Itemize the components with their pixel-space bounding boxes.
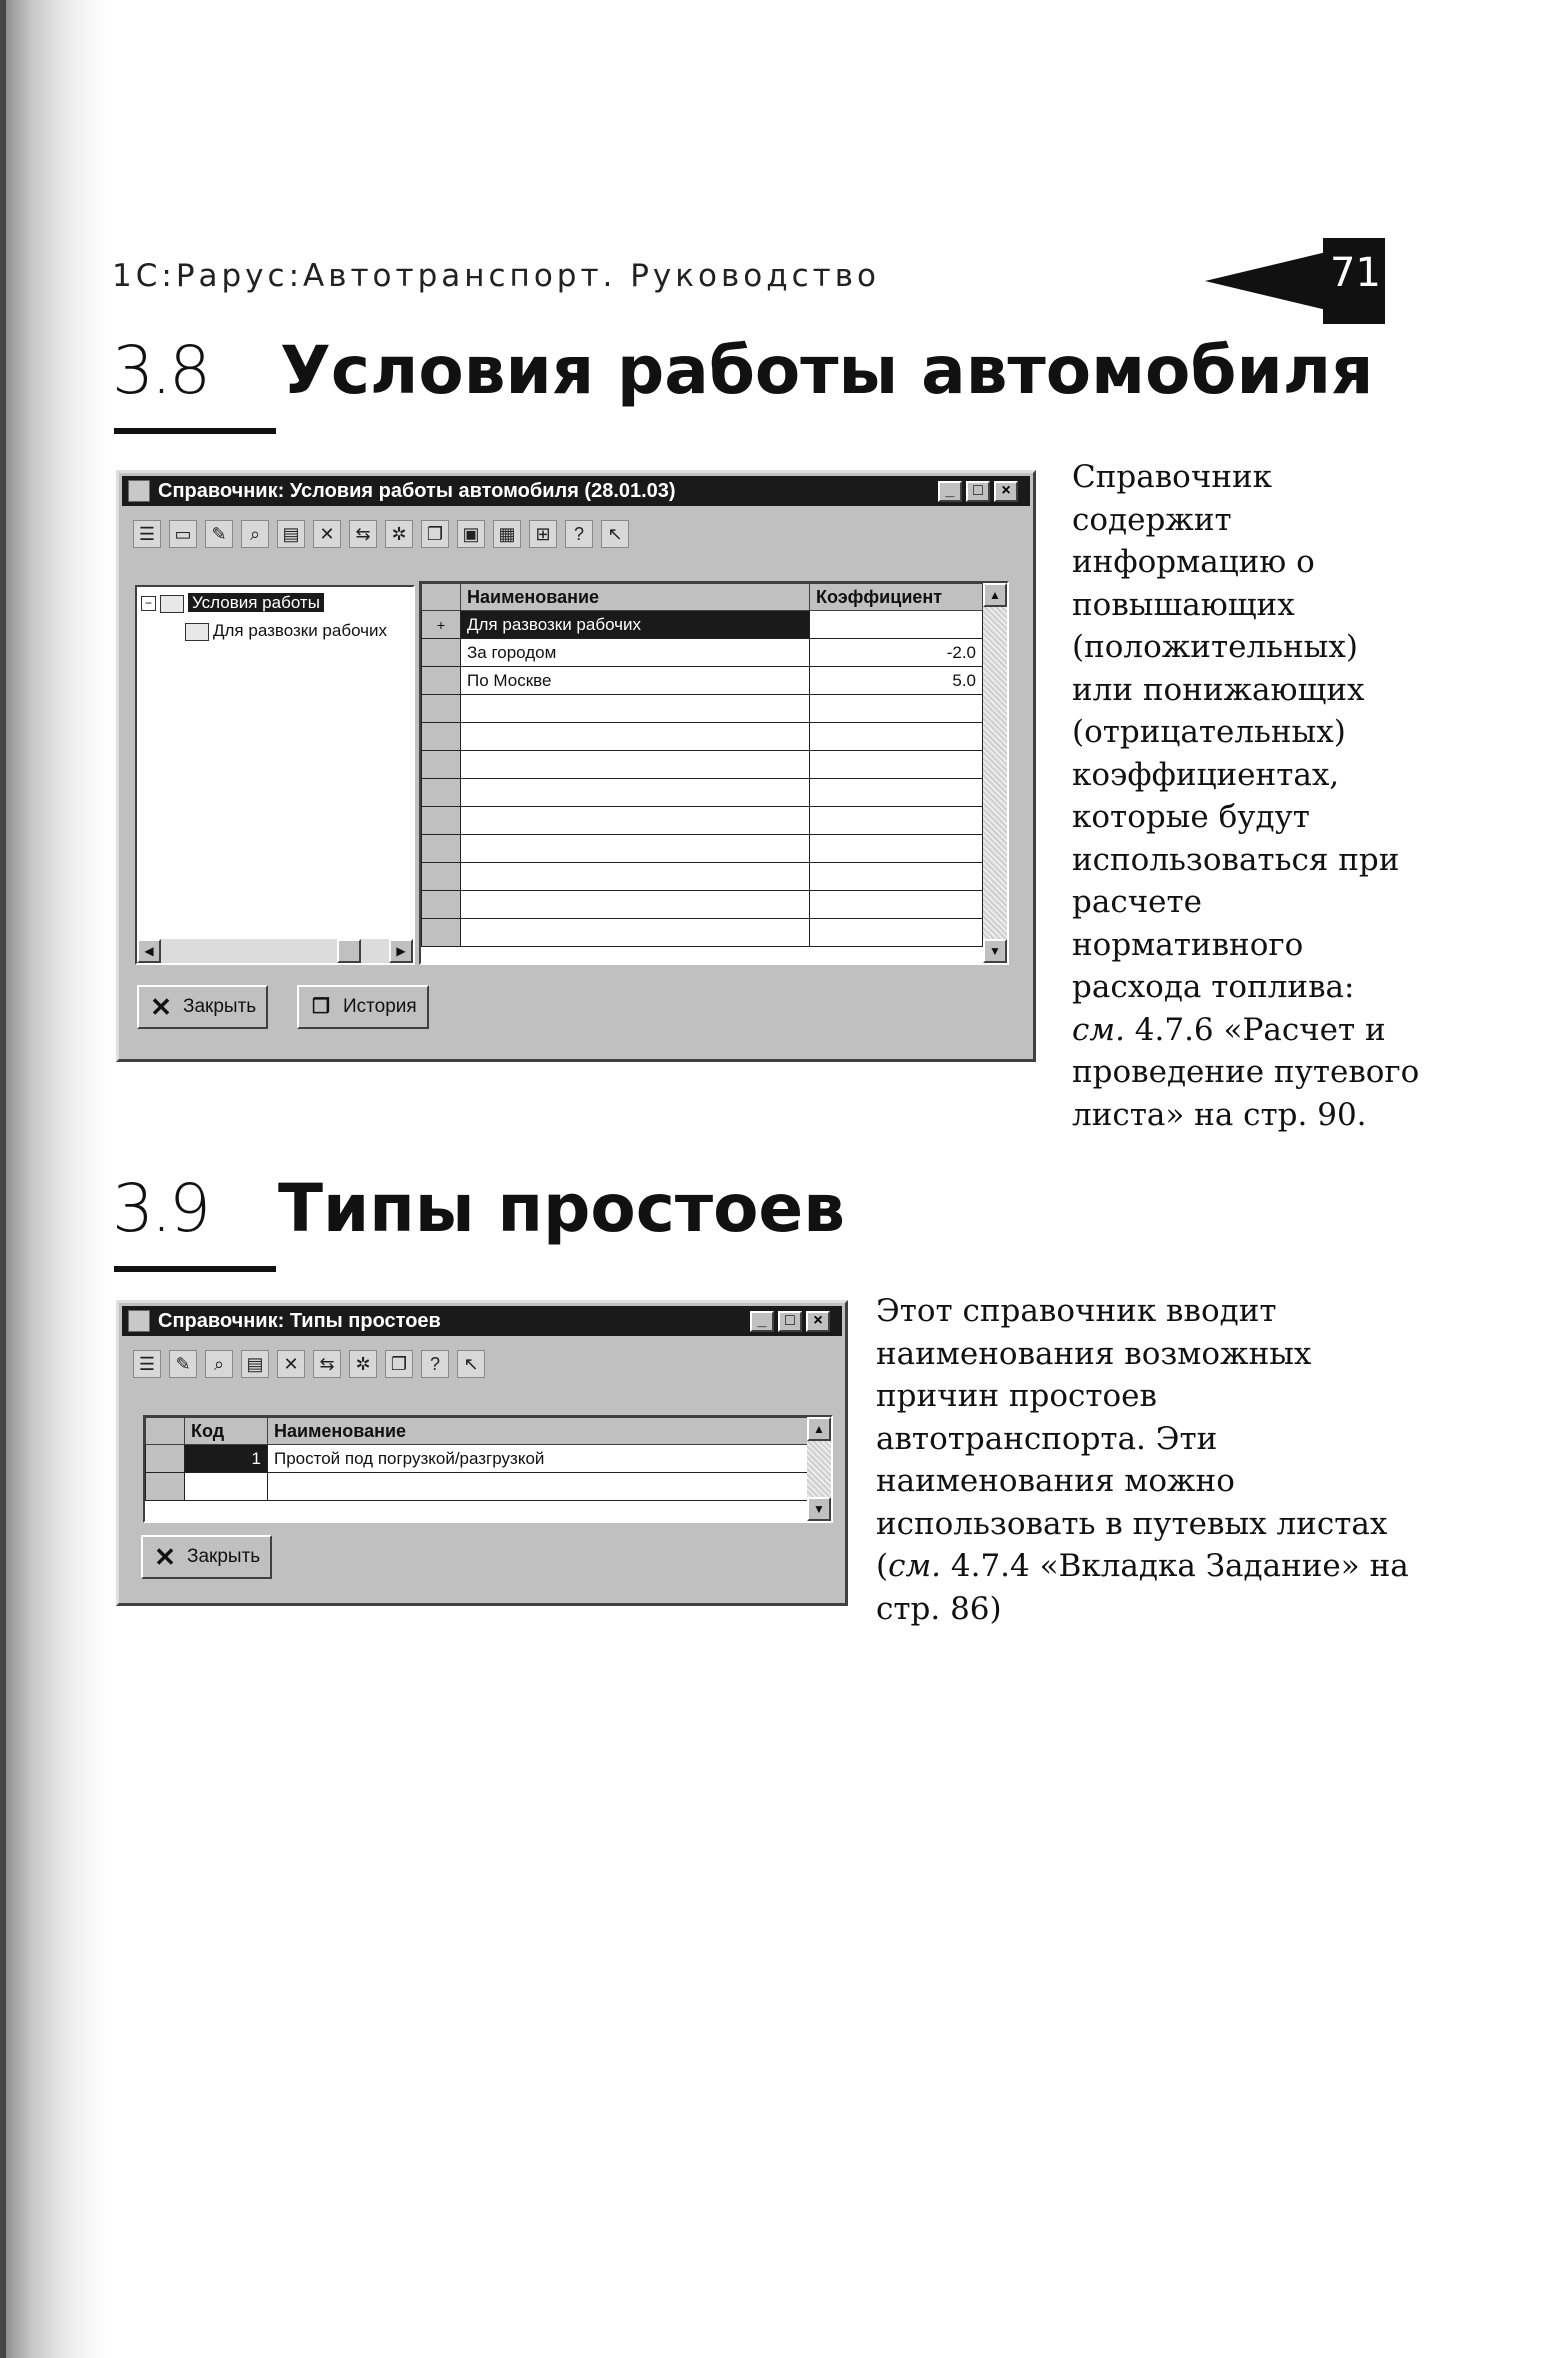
text-line: информацию о [1072,544,1315,580]
text-line: коэффициентах, [1072,756,1340,793]
close-window-button[interactable]: × [994,481,1018,502]
new-item-icon[interactable]: ✎ [205,520,233,548]
tree-item-child[interactable]: Для развозки рабочих [185,621,387,641]
window-title: Справочник: Типы простоев [158,1310,441,1332]
text-line: которые будут [1072,799,1310,835]
close-button[interactable]: ✕ Закрыть [137,985,268,1029]
page-number: 71 [1330,250,1381,296]
text-line: Этот справочник вводит [876,1293,1277,1329]
export-icon[interactable]: ▦ [493,520,521,548]
text-line: автотранспорта. Эти [876,1420,1218,1457]
find-icon[interactable]: ⌕ [205,1350,233,1378]
delete-icon[interactable]: ✕ [313,520,341,548]
collapse-icon[interactable]: − [141,596,156,611]
toolbar [133,517,629,551]
close-button[interactable]: ✕ Закрыть [141,1535,272,1579]
print-icon[interactable]: ▣ [457,520,485,548]
empty-row [422,779,983,807]
empty-row [422,891,983,919]
text-line: наименования возможных [876,1335,1312,1372]
table-row[interactable] [146,1445,809,1473]
history-button[interactable]: ❐ История [297,985,429,1029]
help-icon[interactable]: ? [421,1350,449,1378]
text-line: использовать в путевых листах [876,1505,1388,1542]
row-icon [422,639,461,667]
cell-coefficient[interactable]: 5.0 [810,667,983,695]
move-icon[interactable]: ⇆ [313,1350,341,1378]
text-line: нормативного [1072,926,1304,963]
empty-row [422,835,983,863]
cell-coefficient[interactable]: -2.0 [810,639,983,667]
section-39-description [876,1290,1409,1630]
text-line: Справочник [1072,459,1273,495]
copy-icon[interactable]: ❐ [421,520,449,548]
scroll-up-button[interactable]: ▲ [983,583,1007,607]
window-title: Справочник: Условия работы автомобиля (28.01.03) [158,480,676,502]
maximize-button[interactable]: □ [966,481,990,502]
text-line: (положительных) [1072,629,1358,665]
items-table-panel [419,581,1009,965]
help-icon[interactable]: ? [565,520,593,548]
table-row[interactable] [422,639,983,667]
scroll-down-button[interactable]: ▼ [983,939,1007,963]
table-row[interactable] [422,611,983,639]
downtime-table [145,1417,809,1501]
app-icon [128,1310,150,1332]
window-titlebar[interactable] [122,476,1030,506]
toolbar [133,1347,485,1381]
cell-code[interactable]: 1 [185,1445,268,1473]
scroll-right-button[interactable]: ▶ [389,939,413,963]
find-icon[interactable]: ⌕ [241,520,269,548]
book-spine-shadow [0,0,110,2358]
text-line: наименования можно [876,1463,1235,1499]
column-header-name[interactable]: Наименование [461,584,810,611]
row-icon [422,667,461,695]
downtime-table-panel [143,1415,833,1523]
scroll-thumb[interactable] [337,939,361,963]
delete-icon[interactable]: ✕ [277,1350,305,1378]
edit-icon[interactable]: ▤ [241,1350,269,1378]
copy-icon[interactable]: ❐ [385,1350,413,1378]
close-x-icon: ✕ [154,1542,176,1572]
cell-name[interactable]: Простой под погрузкой/разгрузкой [268,1445,809,1473]
empty-row [422,807,983,835]
text-line: листа» на стр. 90. [1072,1096,1367,1133]
filter-icon[interactable]: ✲ [385,520,413,548]
text-line: повышающих [1072,586,1295,623]
window-titlebar[interactable] [122,1306,842,1336]
text-line: (отрицательных) [1072,714,1346,750]
section-rule [114,1266,276,1272]
text-line: содержит [1072,501,1232,538]
text-line: использоваться при [1072,841,1400,878]
cell-name[interactable]: За городом [461,639,810,667]
folder-icon [185,623,209,641]
new-folder-icon[interactable]: ▭ [169,520,197,548]
cross-reference[interactable]: (см. 4.7.4 «Вкладка Задание» на [876,1548,1409,1584]
minimize-button[interactable]: _ [750,1311,774,1332]
text-line: стр. 86) [876,1590,1002,1627]
text-line: проведение путевого [1072,1054,1420,1090]
column-header-name[interactable]: Наименование [268,1418,809,1445]
scroll-up-button[interactable]: ▲ [807,1417,831,1441]
filter-icon[interactable]: ✲ [349,1350,377,1378]
text-line: причин простоев [876,1378,1157,1414]
section-number: 3.8 [112,332,208,409]
empty-row [146,1473,809,1501]
new-item-icon[interactable]: ✎ [169,1350,197,1378]
folder-open-icon [160,595,184,613]
scroll-left-button[interactable]: ◀ [137,939,161,963]
text-line: расхода топлива: [1072,969,1355,1005]
move-icon[interactable]: ⇆ [349,520,377,548]
maximize-button[interactable]: □ [778,1311,802,1332]
history-icon: ❐ [312,996,330,1018]
horizontal-scrollbar[interactable] [137,939,413,963]
empty-row [422,695,983,723]
tree-toggle-icon[interactable]: ☰ [133,520,161,548]
close-x-icon: ✕ [150,992,172,1022]
text-line: или понижающих [1072,671,1365,708]
folder-plus-icon: + [422,611,461,639]
cell-name[interactable]: По Москве [461,667,810,695]
cell-name[interactable]: Для развозки рабочих [461,611,810,639]
tree-toggle-icon[interactable]: ☰ [133,1350,161,1378]
section-38-description [1072,456,1419,1136]
whats-this-icon[interactable]: ↖ [601,520,629,548]
conditions-window [116,470,1036,1062]
section-number: 3.9 [112,1170,208,1247]
section-rule [114,428,276,434]
table-row[interactable] [422,667,983,695]
tree-item-root[interactable]: − Условия работы [141,593,324,613]
hierarchy-icon[interactable]: ⊞ [529,520,557,548]
text-line: расчете [1072,884,1203,920]
empty-row [422,863,983,891]
book-spine-edge [0,0,6,2358]
row-header-corner [146,1418,185,1445]
section-title: Условия работы автомобиля [280,332,1374,409]
close-window-button[interactable]: × [806,1311,830,1332]
downtime-types-window [116,1300,848,1606]
empty-row [422,723,983,751]
running-head: 1С:Рарус:Автотранспорт. Руководство [112,258,880,294]
app-icon [128,480,150,502]
whats-this-icon[interactable]: ↖ [457,1350,485,1378]
tree-panel [135,585,415,965]
items-table [421,583,983,947]
column-header-coefficient[interactable]: Коэффициент [810,584,983,611]
cross-reference[interactable]: см. 4.7.6 «Расчет и [1072,1011,1386,1048]
minimize-button[interactable]: _ [938,481,962,502]
row-header-corner [422,584,461,611]
vertical-scrollbar[interactable] [807,1417,831,1521]
cell-coefficient[interactable] [810,611,983,639]
empty-row [422,919,983,947]
edit-icon[interactable]: ▤ [277,520,305,548]
column-header-code[interactable]: Код [185,1418,268,1445]
scroll-down-button[interactable]: ▼ [807,1497,831,1521]
empty-row [422,751,983,779]
row-icon [146,1445,185,1473]
section-title: Типы простоев [278,1170,845,1247]
vertical-scrollbar[interactable] [983,583,1007,963]
